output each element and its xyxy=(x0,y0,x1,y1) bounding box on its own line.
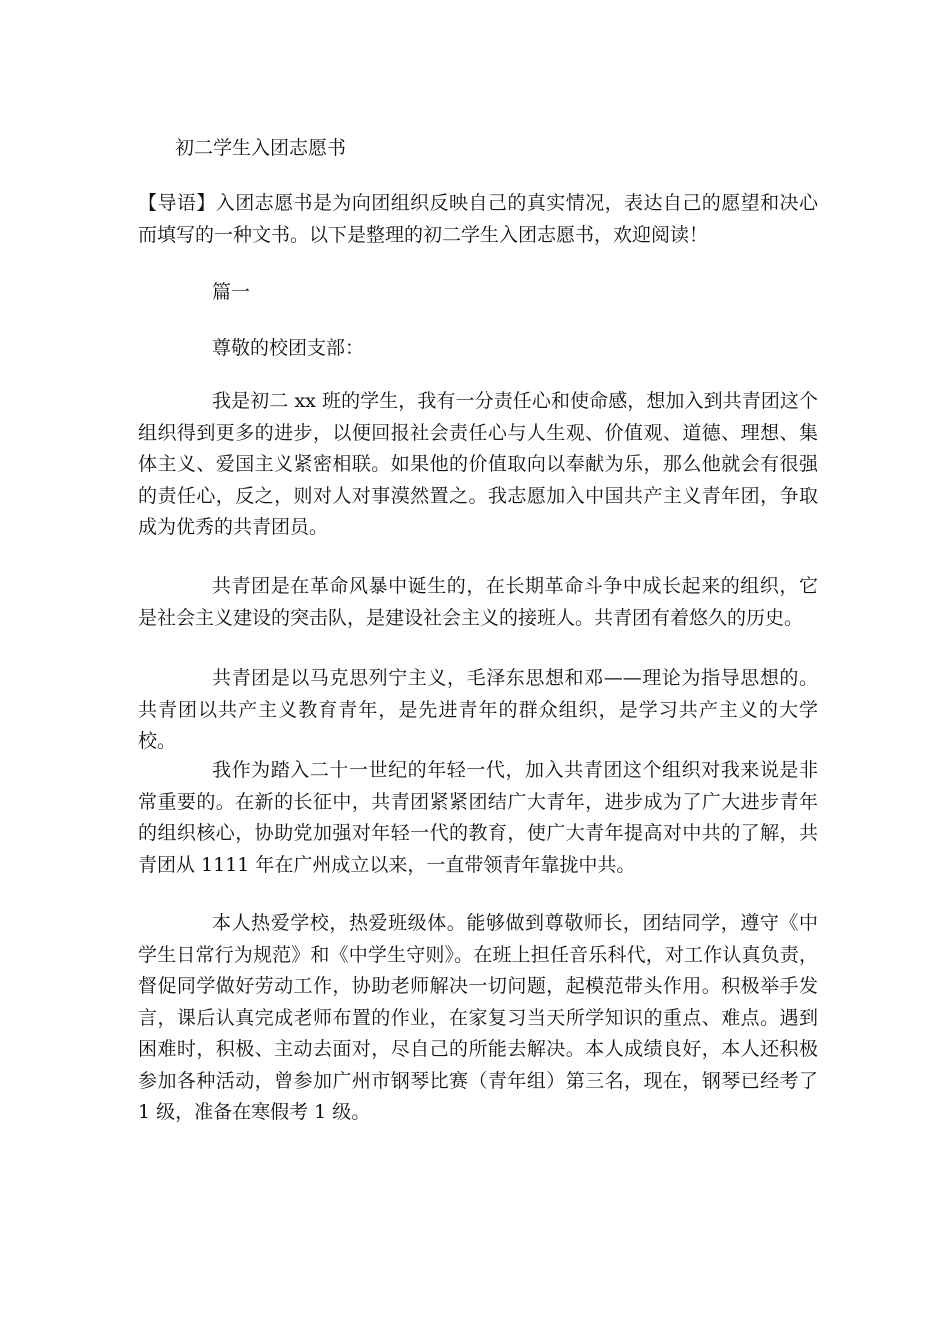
document-title: 初二学生入团志愿书 xyxy=(175,137,347,159)
body-paragraph-3: 共青团是以马克思列宁主义，毛泽东思想和邓——理论为指导思想的。共青团以共产主义教育青年，是先进青年的群众组织，是学习共产主义的大学校。 xyxy=(138,667,818,752)
section-label: 篇一 xyxy=(212,281,251,303)
body-paragraph-4: 我作为踏入二十一世纪的年轻一代，加入共青团这个组织对我来说是非常重要的。在新的长征中，共青团紧紧团结广大青年，进步成为了广大进步青年的组织核心，协助党加强对年轻一代的教育，使广大青年提高对中共的了解，共青团从 1111 年在广州成立以来，一直带领青年靠拢中共。 xyxy=(138,759,818,876)
intro-paragraph: 【导语】入团志愿书是为向团组织反映自己的真实情况，表达自己的愿望和决心而填写的一种文书。以下是整理的初二学生入团志愿书，欢迎阅读！ xyxy=(138,192,818,246)
body-paragraph-2: 共青团是在革命风暴中诞生的，在长期革命斗争中成长起来的组织，它是社会主义建设的突击队，是建设社会主义的接班人。共青团有着悠久的历史。 xyxy=(138,575,818,629)
body-paragraph-5: 本人热爱学校，热爱班级体。能够做到尊敬师长，团结同学，遵守《中学生日常行为规范》和《中学生守则》。在班上担任音乐科代，对工作认真负责，督促同学做好劳动工作，协助老师解决一切问题，起模范带头作用。积极举手发言，课后认真完成老师布置的作业，在家复习当天所学知识的重点、难点。遇到困难时，积极、主动去面对，尽自己的所能去解决。本人成绩良好，本人还积极参加各种活动，曾参加广州市钢琴比赛（青年组）第三名，现在，钢琴已经考了 1 级，准备在寒假考 1 级。 xyxy=(138,912,818,1123)
body-paragraph-1: 我是初二 xx 班的学生，我有一分责任心和使命感，想加入到共青团这个组织得到更多的进步，以便回报社会责任心与人生观、价值观、道德、理想、集体主义、爱国主义紧密相联。如果他的价值取向以奉献为乐，那么他就会有很强的责任心，反之，则对人对事漠然置之。我志愿加入中国共产主义青年团，争取成为优秀的共青团员。 xyxy=(138,390,818,538)
salutation: 尊敬的校团支部： xyxy=(212,337,365,359)
